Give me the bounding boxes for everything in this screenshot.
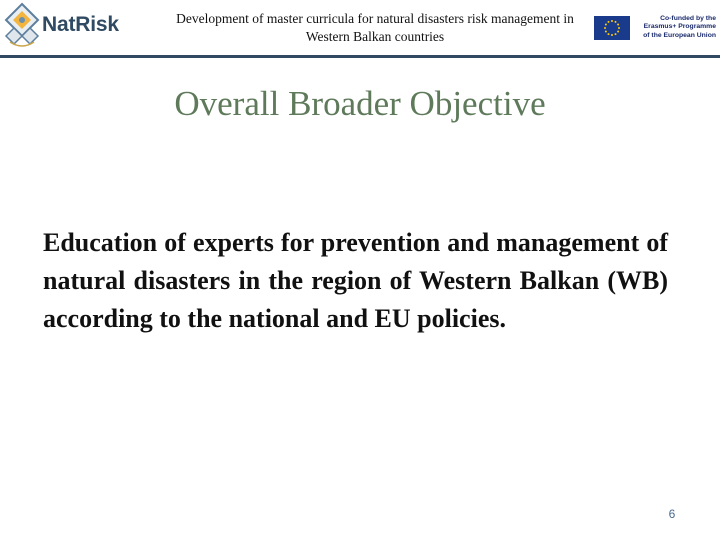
eu-badge-text [638, 15, 716, 40]
header-divider [0, 55, 720, 58]
natrisk-logo [4, 2, 119, 52]
objective-text: Education of experts for prevention and management of natural disasters in the region of Western Balkan (WB) according to the national and EU policies. [43, 228, 668, 333]
header-title-line1: Development of master curricula for natural disasters risk management in [176, 11, 574, 26]
page-number: 6 [668, 507, 676, 521]
slide-title: Overall Broader Objective [174, 84, 546, 123]
header-title-line2: Western Balkan countries [305, 29, 445, 44]
logo-wordmark-prefix: N [42, 13, 57, 36]
header-title [160, 10, 590, 46]
eu-badge-line3: of the European Union [643, 31, 716, 39]
eu-flag-icon [594, 16, 630, 40]
natrisk-logo-icon [4, 2, 44, 52]
logo-wordmark [42, 13, 119, 37]
logo-wordmark-main: atRisk [56, 13, 119, 36]
slide-header [0, 0, 720, 58]
eu-badge-line1: Co-funded by the [660, 15, 716, 22]
eu-badge-line2: Erasmus+ Programme [643, 23, 716, 31]
eu-cofunded-badge [594, 14, 716, 40]
